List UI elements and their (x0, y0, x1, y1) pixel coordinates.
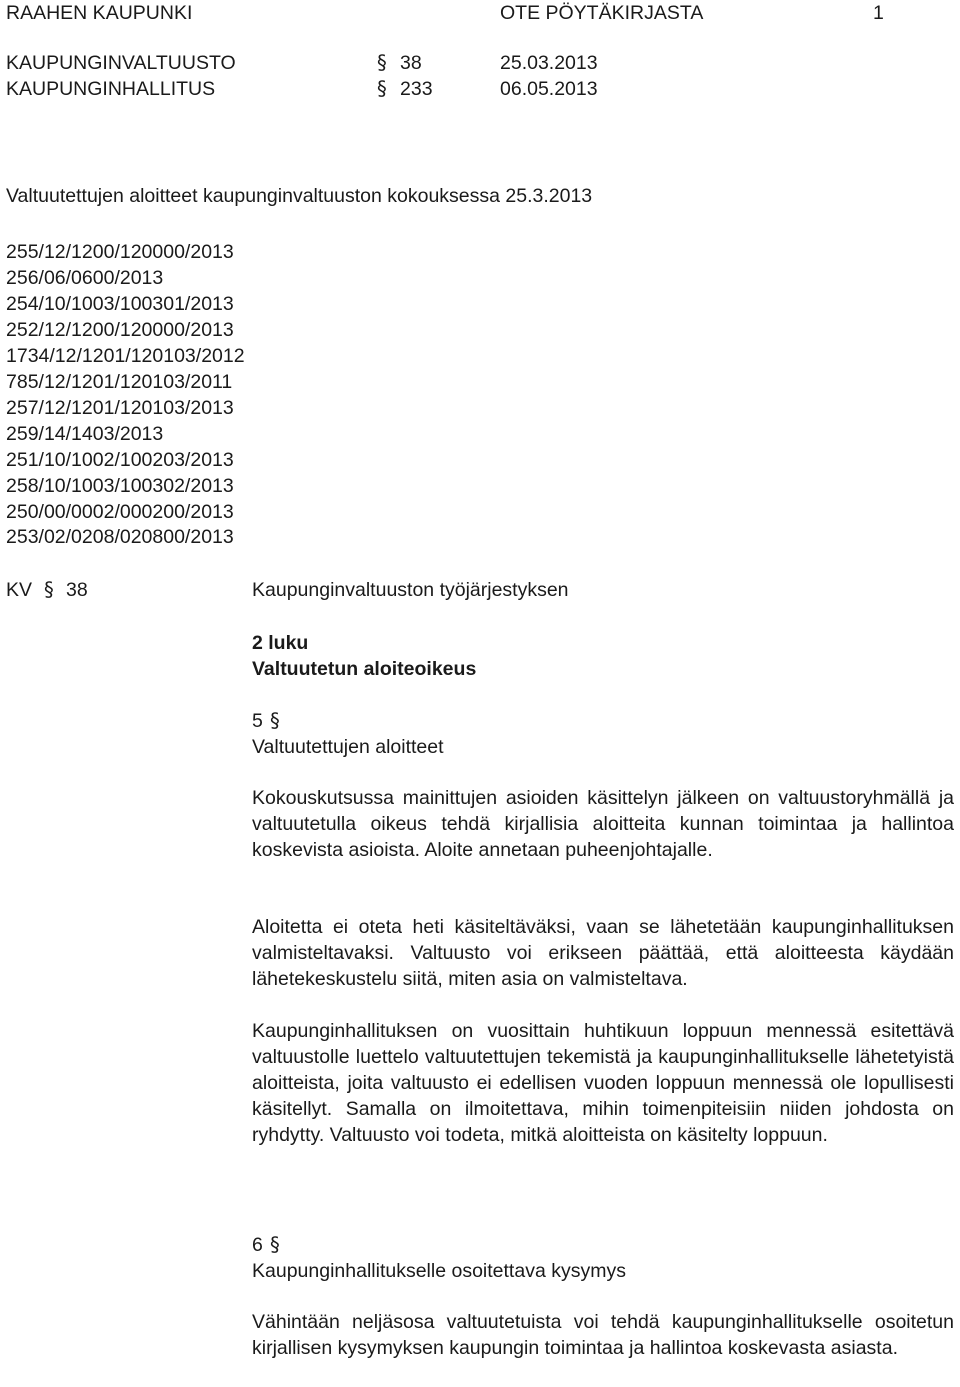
paragraph: Aloitetta ei oteta heti käsiteltäväksi, vaan se lähetetään kaupunginhallituksen valmisteltavaksi. Valtuusto voi erikseen päättää, että aloitteesta käydään lähetekeskustelu siitä, miten asia on valmisteltava. (252, 916, 954, 990)
paragraph: Kaupunginhallituksen on vuosittain huhtikuun loppuun mennessä esitettävä valtuustolle luettelo valtuutettujen tekemistä ja kaupunginhallitukselle lähetetyistä aloitteista, joita valtuusto ei edellisen vuoden loppuun mennessä ole lopullisesti käsitellyt. Samalla on ilmoitettava, mihin toimenpiteisiin niiden johdosta on ryhdytty. Valtuusto voi todeta, mitkä aloitteista on käsitelty loppuun. (252, 1020, 954, 1146)
section-sign: § (270, 1233, 280, 1256)
kv-label: KV (6, 579, 33, 601)
chapter-title: Valtuutetun aloiteoikeus (252, 658, 477, 680)
section-sign: § (377, 77, 387, 100)
reference-number: 785/12/1201/120103/2011 (6, 370, 233, 393)
paragraph: Kokouskutsussa mainittujen asioiden käsittelyn jälkeen on valtuustoryhmällä ja valtuutetulla oikeus tehdä kirjallisia aloitteita kunnan toimintaa ja hallintoa koskevista asioista. Aloite annetaan puheenjohtajalle. (252, 787, 954, 861)
section-heading: Kaupunginhallitukselle osoitettava kysymys (252, 1260, 626, 1282)
meeting-section-number: 38 (400, 52, 422, 74)
reference-number: 252/12/1200/120000/2013 (6, 318, 234, 341)
section-sign: § (44, 578, 54, 601)
section-heading: Valtuutettujen aloitteet (252, 736, 444, 758)
document-type: OTE PÖYTÄKIRJASTA (500, 2, 704, 24)
meeting-body-board: KAUPUNGINHALLITUS (6, 78, 216, 100)
meeting-date: 06.05.2013 (500, 78, 598, 100)
page-number: 1 (873, 2, 884, 24)
reference-number: 257/12/1201/120103/2013 (6, 396, 234, 419)
reference-number-list (6, 240, 245, 551)
section-sign: § (377, 51, 387, 74)
organization-name: RAAHEN KAUPUNKI (6, 2, 193, 24)
reference-number: 251/10/1002/100203/2013 (6, 448, 234, 471)
reference-number: 256/06/0600/2013 (6, 266, 164, 289)
kv-intro: Kaupunginvaltuuston työjärjestyksen (252, 579, 569, 601)
meeting-date: 25.03.2013 (500, 52, 598, 74)
reference-number: 259/14/1403/2013 (6, 422, 164, 445)
reference-number: 253/02/0208/020800/2013 (6, 526, 234, 549)
reference-number: 254/10/1003/100301/2013 (6, 292, 234, 315)
document-title: Valtuutettujen aloitteet kaupunginvaltuuston kokouksessa 25.3.2013 (6, 185, 593, 207)
section-sign: § (270, 709, 280, 732)
kv-section-number: 38 (66, 579, 88, 601)
reference-number: 255/12/1200/120000/2013 (6, 241, 234, 263)
chapter-number: 2 luku (252, 632, 309, 654)
reference-number: 258/10/1003/100302/2013 (6, 474, 234, 497)
meeting-body-council: KAUPUNGINVALTUUSTO (6, 52, 236, 74)
reference-number: 250/00/0002/000200/2013 (6, 500, 234, 523)
section-number: 5 (252, 710, 263, 732)
section-number: 6 (252, 1234, 263, 1256)
reference-number: 1734/12/1201/120103/2012 (6, 344, 245, 367)
paragraph: Vähintään neljäsosa valtuutetuista voi tehdä kaupunginhallitukselle osoitetun kirjallisen kysymyksen kaupungin toimintaa ja hallintoa koskevasta asiasta. (252, 1311, 954, 1359)
meeting-section-number: 233 (400, 78, 433, 100)
